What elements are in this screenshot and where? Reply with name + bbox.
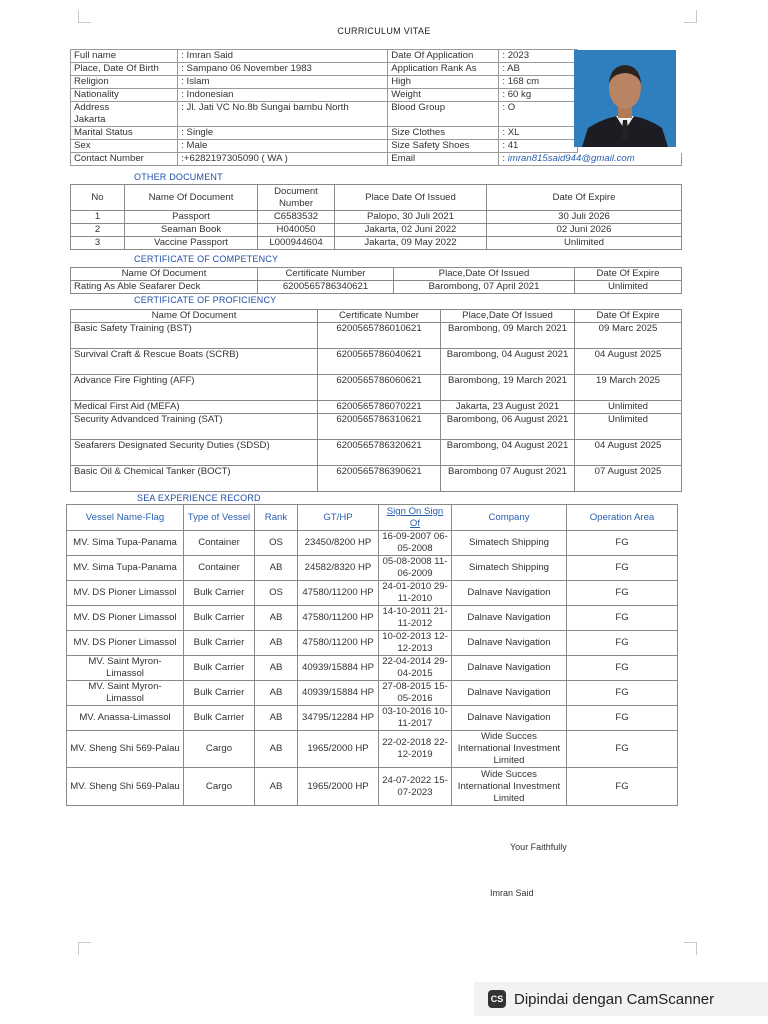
- shoe-size-label: Size Safety Shoes: [388, 140, 499, 153]
- full-name-value: : Imran Said: [178, 50, 388, 63]
- table-cell: Wide Succes International Investment Limited: [452, 731, 567, 768]
- table-cell: 14-10-2011 21-11-2012: [379, 606, 452, 631]
- document-title: CURRICULUM VITAE: [337, 26, 431, 36]
- table-cell: FG: [567, 556, 678, 581]
- table-cell: MV. Saint Myron-Limassol: [67, 656, 184, 681]
- table-cell: Survival Craft & Rescue Boats (SCRB): [71, 349, 318, 375]
- scan-corner-top-right: [684, 10, 697, 23]
- column-header: GT/HP: [298, 505, 379, 531]
- section-title-proficiency: CERTIFICATE OF PROFICIENCY: [134, 295, 277, 305]
- table-cell: H040050: [258, 224, 335, 237]
- table-cell: Wide Succes International Investment Limited: [452, 768, 567, 806]
- column-header: Place,Date Of Issued: [441, 310, 575, 323]
- table-cell: AB: [255, 768, 298, 806]
- table-cell: 1: [71, 211, 125, 224]
- table-cell: FG: [567, 681, 678, 706]
- table-cell: 1965/2000 HP: [298, 768, 379, 806]
- contact-label: Contact Number: [71, 153, 178, 166]
- table-cell: 6200565786070221: [318, 401, 441, 414]
- address-label: [71, 102, 178, 127]
- other-document-table: [70, 184, 682, 250]
- table-cell: Jakarta, 02 Juni 2022: [335, 224, 487, 237]
- table-cell: 27-08-2015 15-05-2016: [379, 681, 452, 706]
- table-cell: Barombong, 04 August 2021: [441, 349, 575, 375]
- table-cell: Dalnave Navigation: [452, 631, 567, 656]
- table-row: [71, 375, 682, 401]
- column-header: Date Of Expire: [487, 185, 682, 211]
- column-header: Document Number: [258, 185, 335, 211]
- table-cell: 24582/8320 HP: [298, 556, 379, 581]
- column-header: Date Of Expire: [575, 268, 682, 281]
- religion-value: : Islam: [178, 76, 388, 89]
- table-cell: Seaman Book: [125, 224, 258, 237]
- table-cell: 6200565786390621: [318, 466, 441, 492]
- signatory-name: Imran Said: [490, 888, 534, 898]
- rank-label: Application Rank As: [388, 63, 499, 76]
- table-cell: 03-10-2016 10-11-2017: [379, 706, 452, 731]
- column-header: Name Of Document: [125, 185, 258, 211]
- table-row: [67, 706, 678, 731]
- table-row: [67, 556, 678, 581]
- table-cell: Advance Fire Fighting (AFF): [71, 375, 318, 401]
- column-header: No: [71, 185, 125, 211]
- address-continuation: Jakarta: [74, 114, 106, 125]
- email-link[interactable]: imran815said944@gmail.com: [507, 153, 635, 164]
- table-cell: Seafarers Designated Security Duties (SDSD): [71, 440, 318, 466]
- table-row: [71, 349, 682, 375]
- weight-label: Weight: [388, 89, 499, 102]
- table-cell: Barombong, 07 April 2021: [394, 281, 575, 294]
- table-row: [67, 631, 678, 656]
- column-header: Place Date Of Issued: [335, 185, 487, 211]
- table-cell: Simatech Shipping: [452, 531, 567, 556]
- table-cell: Container: [184, 556, 255, 581]
- table-cell: Medical First Aid (MEFA): [71, 401, 318, 414]
- table-cell: AB: [255, 556, 298, 581]
- table-cell: AB: [255, 606, 298, 631]
- camscanner-logo-icon: CS: [488, 990, 506, 1008]
- table-row: [67, 656, 678, 681]
- table-cell: Container: [184, 531, 255, 556]
- table-cell: 34795/12284 HP: [298, 706, 379, 731]
- table-cell: FG: [567, 768, 678, 806]
- table-row: [71, 237, 682, 250]
- column-header: Place,Date Of Issued: [394, 268, 575, 281]
- table-cell: MV. DS Pioner Limassol: [67, 606, 184, 631]
- marital-value: : Single: [178, 127, 388, 140]
- table-cell: MV. Sima Tupa-Panama: [67, 556, 184, 581]
- table-cell: AB: [255, 631, 298, 656]
- column-header: Date Of Expire: [575, 310, 682, 323]
- table-row: [71, 224, 682, 237]
- table-cell: MV. DS Pioner Limassol: [67, 631, 184, 656]
- table-cell: Barombong, 09 March 2021: [441, 323, 575, 349]
- section-title-other-document: OTHER DOCUMENT: [134, 172, 223, 182]
- table-cell: 16-09-2007 06-05-2008: [379, 531, 452, 556]
- scan-corner-bottom-left: [78, 942, 91, 955]
- column-header: Type of Vessel: [184, 505, 255, 531]
- table-cell: MV. Sima Tupa-Panama: [67, 531, 184, 556]
- table-row: [67, 531, 678, 556]
- table-cell: Palopo, 30 Juli 2021: [335, 211, 487, 224]
- table-cell: FG: [567, 656, 678, 681]
- competency-table: [70, 267, 682, 294]
- table-cell: 05-08-2008 11-06-2009: [379, 556, 452, 581]
- table-cell: 02 Juni 2026: [487, 224, 682, 237]
- table-cell: AB: [255, 731, 298, 768]
- contact-value: :+6282197305090 ( WA ): [178, 153, 388, 166]
- table-header-row: [71, 268, 682, 281]
- closing-greeting: Your Faithfully: [510, 842, 567, 852]
- table-cell: 04 August 2025: [575, 349, 682, 375]
- table-row: [67, 606, 678, 631]
- table-cell: 04 August 2025: [575, 440, 682, 466]
- scan-corner-bottom-right: [684, 942, 697, 955]
- proficiency-table: [70, 309, 682, 492]
- table-cell: OS: [255, 581, 298, 606]
- table-cell: 6200565786310621: [318, 414, 441, 440]
- table-cell: 6200565786340621: [258, 281, 394, 294]
- camscanner-watermark: [474, 982, 768, 1016]
- column-header: Rank: [255, 505, 298, 531]
- table-row: [71, 466, 682, 492]
- table-cell: Security Advandced Training (SAT): [71, 414, 318, 440]
- section-title-sea-experience: SEA EXPERIENCE RECORD: [137, 493, 261, 503]
- table-cell: Rating As Able Seafarer Deck: [71, 281, 258, 294]
- table-cell: Barombong, 19 March 2021: [441, 375, 575, 401]
- marital-label: Marital Status: [71, 127, 178, 140]
- column-header: Vessel Name-Flag: [67, 505, 184, 531]
- table-row: [71, 323, 682, 349]
- table-cell: Dalnave Navigation: [452, 656, 567, 681]
- birth-value: : Sampano 06 November 1983: [178, 63, 388, 76]
- table-cell: Cargo: [184, 731, 255, 768]
- shoe-size-value: : 41: [499, 140, 578, 153]
- table-cell: 6200565786040621: [318, 349, 441, 375]
- person-portrait-icon: [574, 50, 676, 147]
- table-cell: Passport: [125, 211, 258, 224]
- table-cell: 1965/2000 HP: [298, 731, 379, 768]
- blood-group-label: Blood Group: [388, 102, 499, 127]
- table-cell: Bulk Carrier: [184, 656, 255, 681]
- section-title-competency: CERTIFICATE OF COMPETENCY: [134, 254, 279, 264]
- table-cell: Cargo: [184, 768, 255, 806]
- blood-group-value: : O: [499, 102, 578, 127]
- table-cell: Bulk Carrier: [184, 681, 255, 706]
- table-cell: Barombong, 06 August 2021: [441, 414, 575, 440]
- table-cell: 09 Marc 2025: [575, 323, 682, 349]
- table-cell: OS: [255, 531, 298, 556]
- table-header-row: [71, 310, 682, 323]
- table-cell: 40939/15884 HP: [298, 656, 379, 681]
- table-cell: MV. Sheng Shi 569-Palau: [67, 768, 184, 806]
- table-cell: Dalnave Navigation: [452, 706, 567, 731]
- religion-label: Religion: [71, 76, 178, 89]
- table-cell: Dalnave Navigation: [452, 606, 567, 631]
- table-cell: MV. DS Pioner Limassol: [67, 581, 184, 606]
- table-cell: AB: [255, 681, 298, 706]
- clothes-size-value: : XL: [499, 127, 578, 140]
- table-cell: 22-04-2014 29-04-2015: [379, 656, 452, 681]
- column-header: Operation Area: [567, 505, 678, 531]
- table-row: [71, 401, 682, 414]
- table-cell: Barombong, 04 August 2021: [441, 440, 575, 466]
- column-header: Name Of Document: [71, 310, 318, 323]
- email-colon: :: [502, 153, 506, 164]
- table-cell: MV. Saint Myron-Limassol: [67, 681, 184, 706]
- nationality-value: : Indonesian: [178, 89, 388, 102]
- camscanner-text: Dipindai dengan CamScanner: [514, 990, 715, 1008]
- table-cell: 22-02-2018 22-12-2019: [379, 731, 452, 768]
- table-cell: Jakarta, 09 May 2022: [335, 237, 487, 250]
- table-cell: 6200565786320621: [318, 440, 441, 466]
- table-cell: Barombong 07 August 2021: [441, 466, 575, 492]
- column-header: Certificate Number: [258, 268, 394, 281]
- table-cell: FG: [567, 606, 678, 631]
- table-cell: 6200565786010621: [318, 323, 441, 349]
- table-cell: C6583532: [258, 211, 335, 224]
- table-cell: Dalnave Navigation: [452, 581, 567, 606]
- application-date-value: : 2023: [499, 50, 578, 63]
- email-label: Email: [388, 153, 499, 166]
- rank-value: : AB: [499, 63, 578, 76]
- email-cell: [499, 153, 682, 166]
- table-cell: 3: [71, 237, 125, 250]
- column-header: Company: [452, 505, 567, 531]
- height-label: High: [388, 76, 499, 89]
- scan-corner-top-left: [78, 10, 91, 23]
- table-header-row: [67, 505, 678, 531]
- address-label-text: Address: [74, 102, 110, 113]
- sex-label: Sex: [71, 140, 178, 153]
- table-cell: 2: [71, 224, 125, 237]
- clothes-size-label: Size Clothes: [388, 127, 499, 140]
- table-cell: Simatech Shipping: [452, 556, 567, 581]
- table-cell: L000944604: [258, 237, 335, 250]
- table-cell: Basic Oil & Chemical Tanker (BOCT): [71, 466, 318, 492]
- table-row: [67, 581, 678, 606]
- table-cell: 24-07-2022 15-07-2023: [379, 768, 452, 806]
- table-cell: Jakarta, 23 August 2021: [441, 401, 575, 414]
- table-cell: 10-02-2013 12-12-2013: [379, 631, 452, 656]
- table-row: [71, 440, 682, 466]
- table-row: [67, 768, 678, 806]
- table-cell: Unlimited: [575, 281, 682, 294]
- table-cell: 23450/8200 HP: [298, 531, 379, 556]
- table-cell: 47580/11200 HP: [298, 606, 379, 631]
- table-cell: Vaccine Passport: [125, 237, 258, 250]
- table-cell: 40939/15884 HP: [298, 681, 379, 706]
- profile-photo: [574, 50, 676, 147]
- sex-value: : Male: [178, 140, 388, 153]
- table-row: [71, 153, 682, 166]
- table-cell: FG: [567, 581, 678, 606]
- application-date-label: Date Of Application: [388, 50, 499, 63]
- table-cell: 07 August 2025: [575, 466, 682, 492]
- table-cell: 24-01-2010 29-11-2010: [379, 581, 452, 606]
- table-cell: 47580/11200 HP: [298, 581, 379, 606]
- nationality-label: Nationality: [71, 89, 178, 102]
- birth-label: Place, Date Of Birth: [71, 63, 178, 76]
- sea-experience-table: [66, 504, 678, 806]
- table-cell: FG: [567, 706, 678, 731]
- table-cell: AB: [255, 656, 298, 681]
- table-cell: Unlimited: [487, 237, 682, 250]
- full-name-label: Full name: [71, 50, 178, 63]
- table-cell: Dalnave Navigation: [452, 681, 567, 706]
- column-header: Name Of Document: [71, 268, 258, 281]
- table-cell: Basic Safety Training (BST): [71, 323, 318, 349]
- table-cell: MV. Sheng Shi 569-Palau: [67, 731, 184, 768]
- table-cell: 19 March 2025: [575, 375, 682, 401]
- table-cell: Bulk Carrier: [184, 706, 255, 731]
- column-header: Certificate Number: [318, 310, 441, 323]
- table-cell: Bulk Carrier: [184, 581, 255, 606]
- table-cell: MV. Anassa-Limassol: [67, 706, 184, 731]
- table-row: [71, 281, 682, 294]
- table-row: [67, 681, 678, 706]
- table-cell: Unlimited: [575, 414, 682, 440]
- table-cell: 47580/11200 HP: [298, 631, 379, 656]
- address-value: : Jl. Jati VC No.8b Sungai bambu North: [178, 102, 388, 127]
- column-header: Sign On Sign Of: [379, 505, 452, 531]
- table-cell: FG: [567, 631, 678, 656]
- table-row: [67, 731, 678, 768]
- table-row: [71, 211, 682, 224]
- table-row: [71, 414, 682, 440]
- table-cell: FG: [567, 531, 678, 556]
- table-cell: 6200565786060621: [318, 375, 441, 401]
- table-cell: FG: [567, 731, 678, 768]
- table-cell: Bulk Carrier: [184, 606, 255, 631]
- table-cell: Unlimited: [575, 401, 682, 414]
- height-value: : 168 cm: [499, 76, 578, 89]
- table-header-row: [71, 185, 682, 211]
- table-cell: AB: [255, 706, 298, 731]
- table-cell: Bulk Carrier: [184, 631, 255, 656]
- weight-value: : 60 kg: [499, 89, 578, 102]
- table-cell: 30 Juli 2026: [487, 211, 682, 224]
